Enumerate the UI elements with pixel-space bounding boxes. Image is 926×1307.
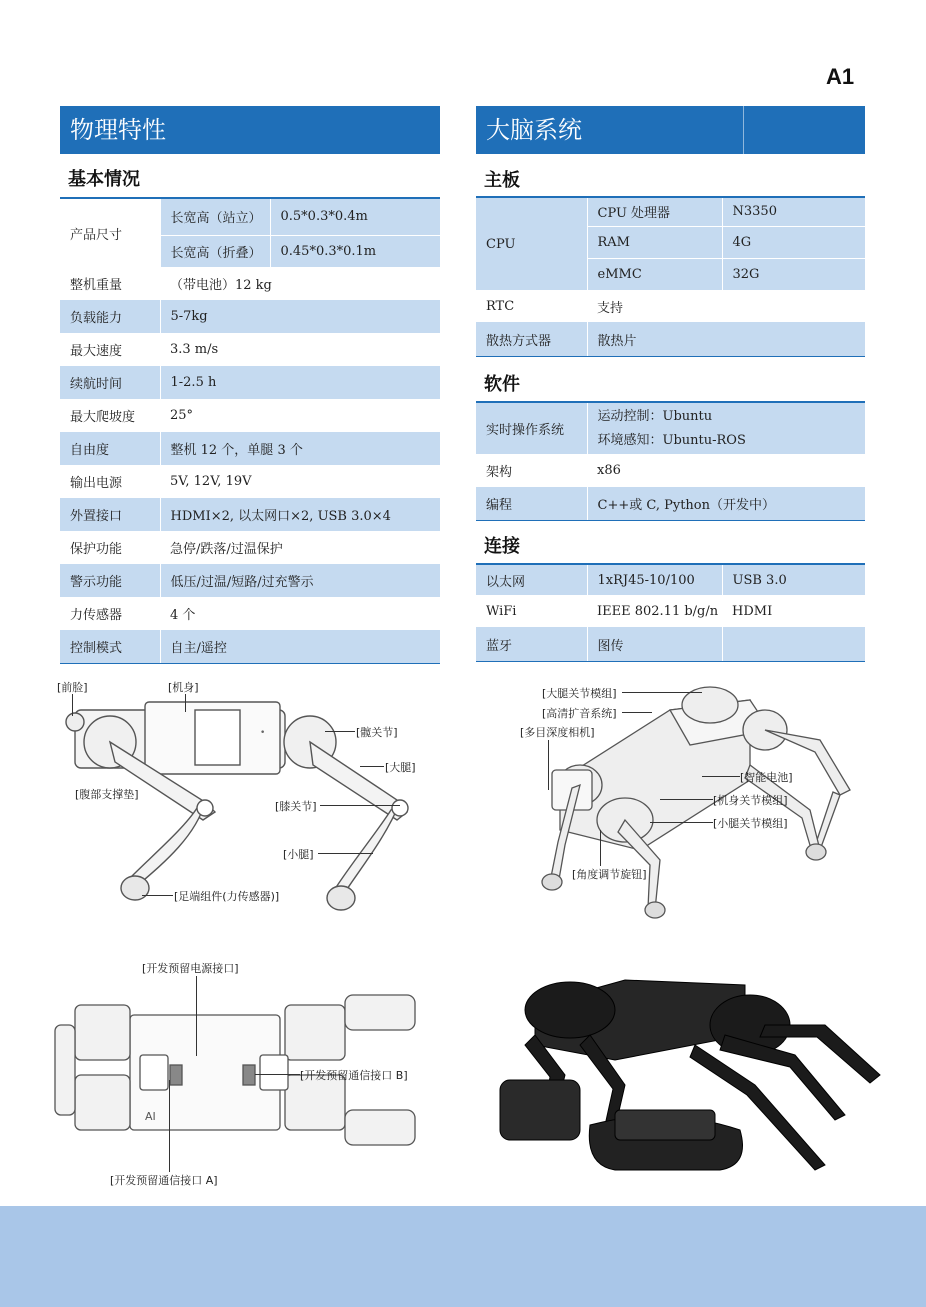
leader-line xyxy=(660,799,713,800)
leader-line xyxy=(72,694,73,716)
leader-line xyxy=(600,830,601,866)
table-bottom-rule xyxy=(476,661,865,662)
table-bottom-rule xyxy=(60,663,440,664)
label-calf-joint: [小腿关节模组] xyxy=(713,817,788,830)
os-value-perception: 环境感知：Ubuntu-ROS xyxy=(597,432,746,448)
leader-line xyxy=(702,776,740,777)
spec-label: 最大爬坡度 xyxy=(60,399,160,432)
leader-line xyxy=(255,1074,300,1075)
spec-label: 控制模式 xyxy=(60,630,160,663)
spec-value: （带电池）12 kg xyxy=(160,267,440,300)
label-dev-comm-a: [开发预留通信接口 A] xyxy=(110,1174,218,1187)
os-values xyxy=(587,403,865,454)
header-divider xyxy=(743,106,744,154)
spec-value: 0.5*0.3*0.4m xyxy=(270,199,440,235)
spec-value: 自主/遥控 xyxy=(160,630,440,663)
spec-value: 整机 12 个，单腿 3 个 xyxy=(160,432,440,465)
page-number: A1 xyxy=(826,64,855,89)
leader-line xyxy=(650,822,713,823)
spec-label: 输出电源 xyxy=(60,465,160,498)
software-spec-table xyxy=(476,403,865,520)
label-thigh: [大腿] xyxy=(385,761,416,774)
spec-label: 警示功能 xyxy=(60,564,160,597)
spec-label: 蓝牙 xyxy=(476,627,587,661)
leader-line xyxy=(320,805,400,806)
leader-line xyxy=(622,692,702,693)
leader-line xyxy=(169,1080,170,1172)
connect-spec-table xyxy=(476,565,865,661)
spec-value: x86 xyxy=(587,454,865,487)
subsection-basic: 基本情况 xyxy=(68,169,140,190)
spec-label: 负载能力 xyxy=(60,300,160,333)
os-value-motion: 运动控制：Ubuntu xyxy=(597,408,713,424)
spec-value: IEEE 802.11 b/g/n xyxy=(587,595,722,627)
spec-value: 5V, 12V, 19V xyxy=(160,465,440,498)
spec-sub-label: CPU 处理器 xyxy=(587,198,722,226)
spec-extra xyxy=(722,627,865,661)
label-depth-cam: [多目深度相机] xyxy=(520,726,595,739)
spec-label: 产品尺寸 xyxy=(60,199,160,267)
spec-value: C++或 C, Python（开发中） xyxy=(587,487,865,520)
spec-label: 整机重量 xyxy=(60,267,160,300)
label-belly: [腹部支撑垫] xyxy=(75,788,139,801)
leader-line xyxy=(360,766,384,767)
spec-value: 支持 xyxy=(587,290,865,322)
label-battery: [智能电池] xyxy=(740,771,793,784)
spec-value: 散热片 xyxy=(587,322,865,356)
subsection-connect: 连接 xyxy=(484,536,520,557)
top-view-logo: AI xyxy=(145,1110,156,1123)
spec-value: HDMI×2, 以太网口×2, USB 3.0×4 xyxy=(160,498,440,531)
label-dev-comm-b: [开发预留通信接口 B] xyxy=(300,1069,408,1082)
label-audio: [高清扩音系统] xyxy=(542,707,617,720)
spec-value: 4G xyxy=(722,226,865,258)
svg-text:•: • xyxy=(260,728,266,738)
spec-label: RTC xyxy=(476,290,587,322)
spec-sub-label: 长宽高（站立） xyxy=(160,199,270,235)
label-body-joint: [机身关节模组] xyxy=(713,794,788,807)
physical-spec-table xyxy=(60,199,440,663)
leader-line xyxy=(548,740,549,790)
section-header-physical xyxy=(60,106,440,154)
section-header-brain xyxy=(476,106,865,154)
spec-label: 以太网 xyxy=(476,565,587,595)
spec-sub-label: eMMC xyxy=(587,258,722,290)
spec-value: 4 个 xyxy=(160,597,440,630)
spec-value: 1xRJ45-10/100 xyxy=(587,565,722,595)
leader-line xyxy=(196,976,197,1056)
spec-label: 力传感器 xyxy=(60,597,160,630)
spec-label: WiFi xyxy=(476,595,587,627)
table-bottom-rule xyxy=(476,356,865,357)
label-hip: [髋关节] xyxy=(356,726,398,739)
label-foot: [足端组件(力传感器)] xyxy=(174,890,280,903)
section-title: 物理特性 xyxy=(70,116,166,144)
spec-label: 散热方式器 xyxy=(476,322,587,356)
spec-value: 0.45*0.3*0.1m xyxy=(270,235,440,267)
label-face: [前脸] xyxy=(57,681,88,694)
leader-line xyxy=(142,895,173,896)
leader-line xyxy=(622,712,652,713)
spec-label: 续航时间 xyxy=(60,366,160,399)
leader-line xyxy=(318,853,373,854)
table-bottom-rule xyxy=(476,520,865,521)
label-thigh-joint: [大腿关节模组] xyxy=(542,687,617,700)
label-knee: [膝关节] xyxy=(275,800,317,813)
subsection-software: 软件 xyxy=(484,374,520,395)
spec-label: 编程 xyxy=(476,487,587,520)
footer-band xyxy=(0,1206,926,1307)
spec-value: 32G xyxy=(722,258,865,290)
spec-label: CPU xyxy=(476,198,587,290)
spec-label: 实时操作系统 xyxy=(476,403,587,454)
spec-label: 自由度 xyxy=(60,432,160,465)
spec-extra: HDMI xyxy=(722,595,865,627)
spec-extra: USB 3.0 xyxy=(722,565,865,595)
subsection-board: 主板 xyxy=(484,170,520,191)
label-calf: [小腿] xyxy=(283,848,314,861)
spec-sub-label: RAM xyxy=(587,226,722,258)
spec-label: 最大速度 xyxy=(60,333,160,366)
spec-value: 1-2.5 h xyxy=(160,366,440,399)
spec-label: 外置接口 xyxy=(60,498,160,531)
spec-value: 3.3 m/s xyxy=(160,333,440,366)
spec-value: 5-7kg xyxy=(160,300,440,333)
spec-label: 保护功能 xyxy=(60,531,160,564)
leader-line xyxy=(325,731,355,732)
spec-sub-label: 长宽高（折叠） xyxy=(160,235,270,267)
label-knob: [角度调节旋钮] xyxy=(572,868,647,881)
spec-value: 急停/跌落/过温保护 xyxy=(160,531,440,564)
section-title: 大脑系统 xyxy=(486,116,582,144)
label-body: [机身] xyxy=(168,681,199,694)
label-dev-power: [开发预留电源接口] xyxy=(142,962,239,975)
spec-value: 图传 xyxy=(587,627,722,661)
spec-label: 架构 xyxy=(476,454,587,487)
board-spec-table xyxy=(476,198,865,356)
spec-value: N3350 xyxy=(722,198,865,226)
spec-value: 低压/过温/短路/过充警示 xyxy=(160,564,440,597)
spec-value: 25° xyxy=(160,399,440,432)
leader-line xyxy=(185,694,186,712)
robot-product-photo xyxy=(495,965,885,1200)
